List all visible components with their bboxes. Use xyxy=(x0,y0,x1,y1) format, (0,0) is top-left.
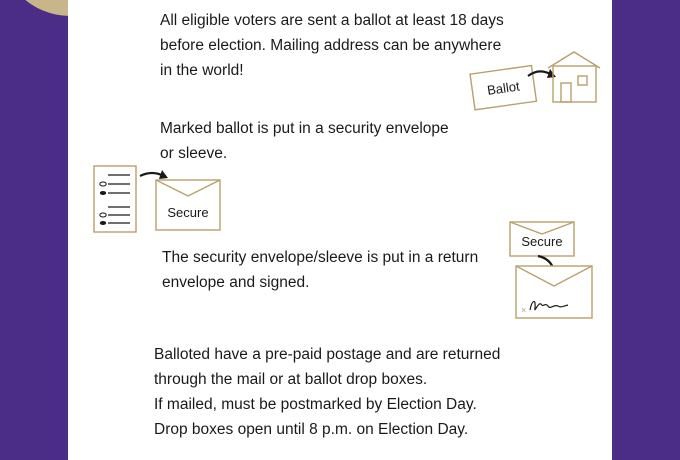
ballot-card-label: Ballot xyxy=(486,78,521,98)
step-2-line-1: Marked ballot is put in a security envelope xyxy=(160,120,449,137)
step-1-text xyxy=(160,8,504,83)
signature-x-mark: × xyxy=(521,305,527,315)
step-1-line-2: before election. Mailing address can be anywhere xyxy=(160,37,502,54)
ballot-card-icon xyxy=(470,66,536,110)
step-1-line-3: in the world! xyxy=(160,62,244,79)
ballot-to-house-illustration xyxy=(464,46,604,122)
secure-envelope-label-2: Secure xyxy=(521,234,563,249)
step-3-text xyxy=(162,245,478,295)
step-2-text xyxy=(160,116,449,166)
security-envelope-icon-2 xyxy=(510,222,574,256)
return-envelope-icon xyxy=(516,266,592,318)
step-4-text xyxy=(154,342,500,442)
step-4-line-3: If mailed, must be postmarked by Election Day. xyxy=(154,396,477,413)
step-2-line-2: or sleeve. xyxy=(160,145,228,162)
step-4-line-4: Drop boxes open until 8 p.m. on Election Day. xyxy=(154,421,469,438)
secure-envelope-label: Secure xyxy=(167,205,209,220)
step-3-line-1: The security envelope/sleeve is put in a return xyxy=(162,249,479,266)
envelope-to-return-envelope-illustration xyxy=(508,220,596,320)
ballot-to-envelope-illustration xyxy=(92,164,224,234)
step-4-line-1: Balloted have a pre-paid postage and are returned xyxy=(154,346,501,363)
step-4-line-2: through the mail or at ballot drop boxes. xyxy=(154,371,428,388)
step-1-line-1: All eligible voters are sent a ballot at least 18 days xyxy=(160,12,504,29)
marked-ballot-icon xyxy=(94,166,136,232)
security-envelope-icon xyxy=(156,180,220,230)
step-3-line-2: envelope and signed. xyxy=(162,274,310,291)
